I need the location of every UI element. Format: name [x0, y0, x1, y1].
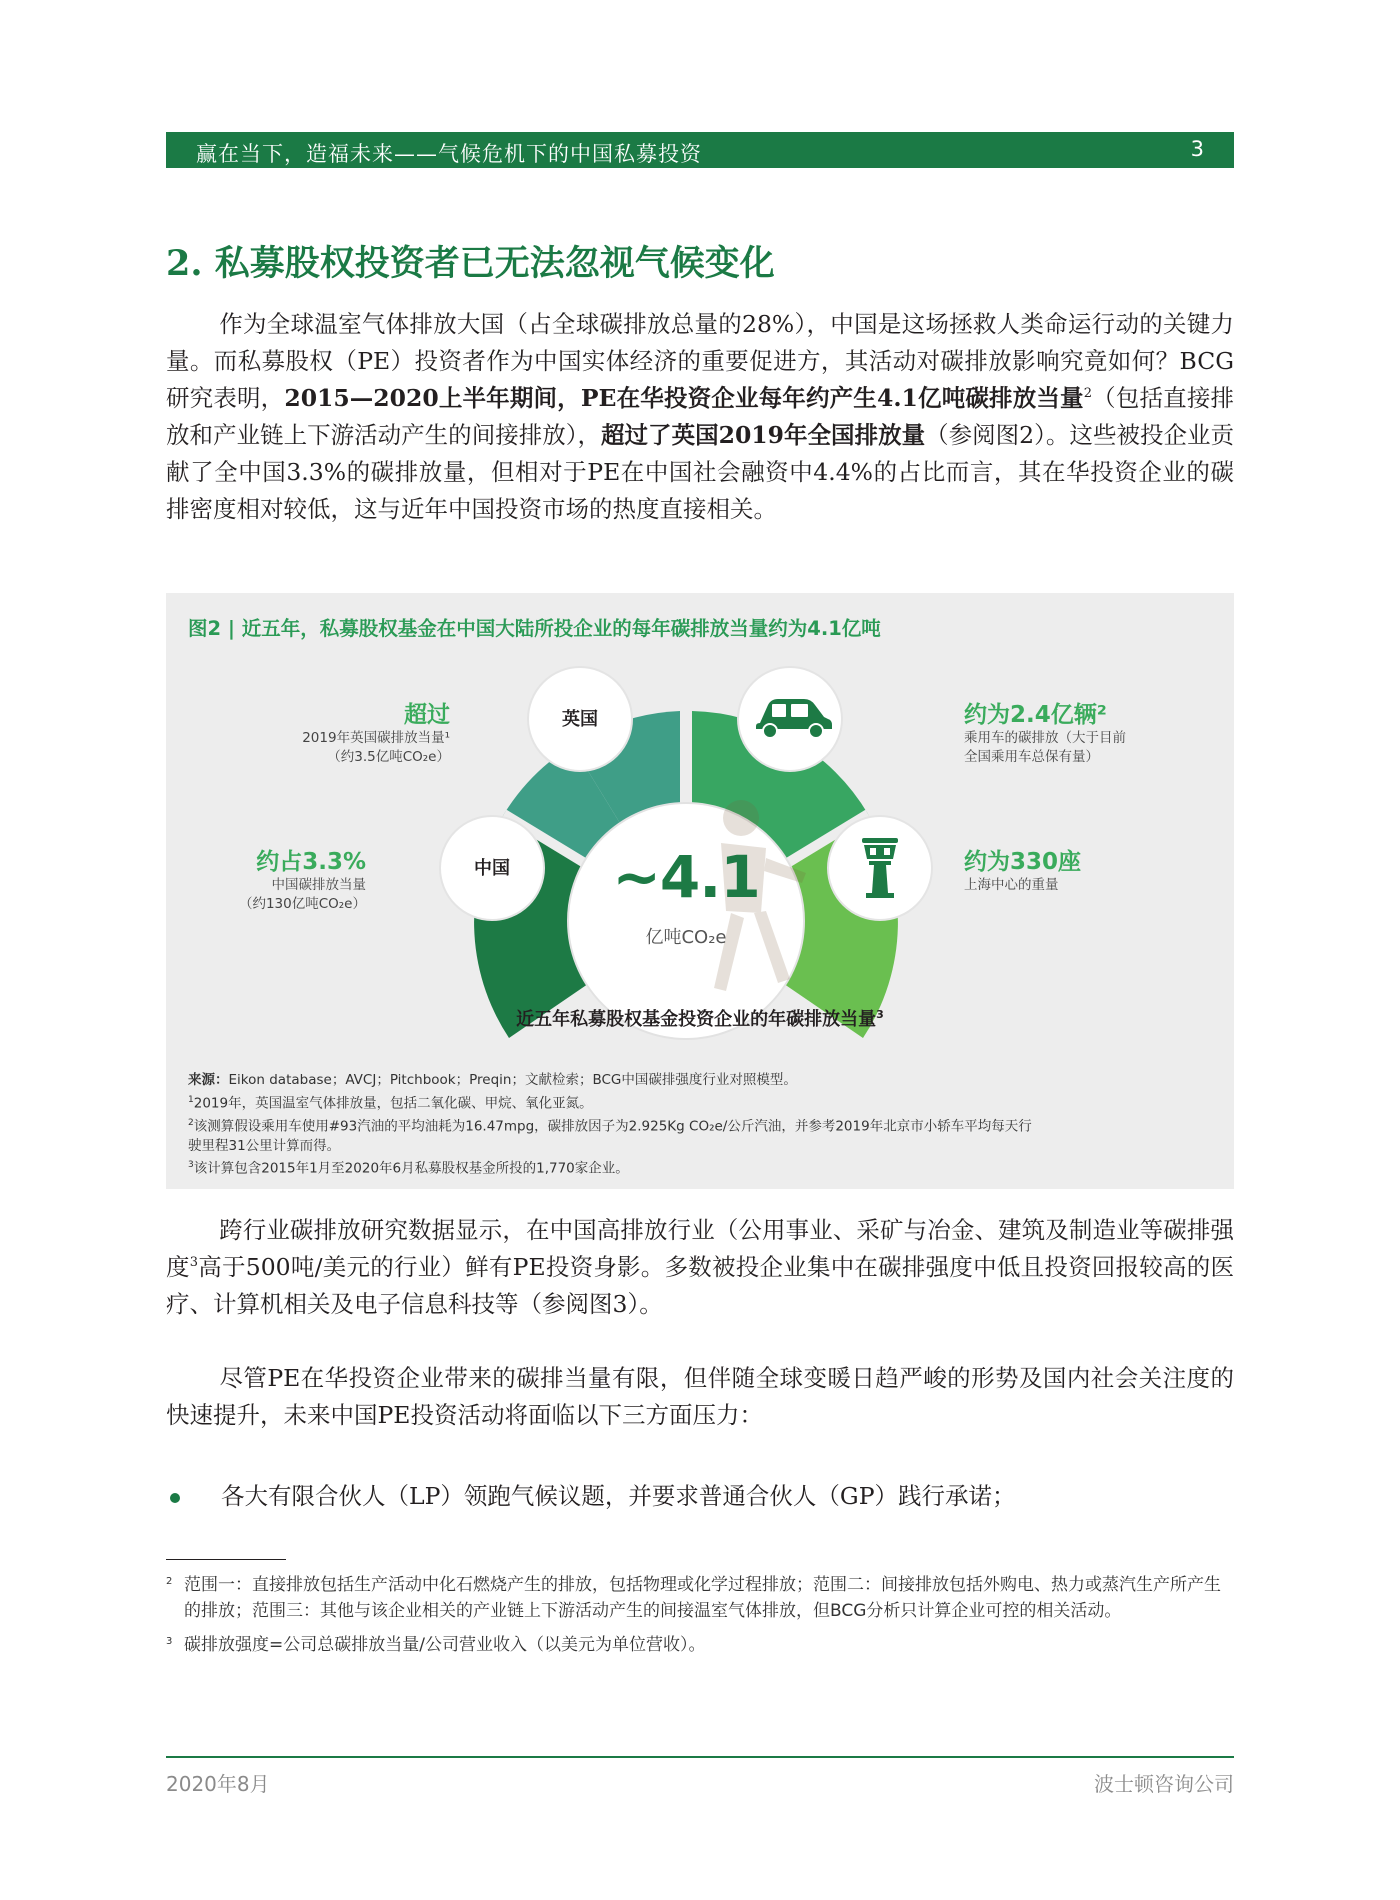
footer-company: 波士顿咨询公司: [1094, 1772, 1234, 1796]
tower-label-big: 约为330座: [964, 849, 1082, 875]
para1-bold-2: 超过了英国2019年全国排放量: [601, 421, 926, 449]
footnote-3-num: 3: [166, 1636, 173, 1647]
figure-title: 图2 | 近五年，私募股权基金在中国大陆所投企业的每年碳排放当量约为4.1亿吨: [188, 617, 881, 640]
footer-rule: [166, 1756, 1234, 1758]
para1-text-2: （包括直接排放和产业链上下游活动产生的间接排放），: [166, 384, 1235, 449]
cars-label-line1: 乘用车的碳排放（大于目前: [964, 730, 1126, 746]
footnote-2-num: 2: [166, 1576, 173, 1587]
footnote-2-text: 范围一：直接排放包括生产活动中化石燃烧产生的排放，包括物理或化学过程排放；范围二：间接排放包括外购电、热力或蒸汽生产所产生的排放；范围三：其他与该企业相关的产业链上下游活动产生的间接温室气体排放，但BCG分析只计算企业可控的相关活动。: [184, 1575, 1221, 1621]
note-2b: [188, 1137, 1218, 1157]
source-line: [188, 1071, 1218, 1091]
para1-footnote-ref: 2: [1083, 386, 1092, 402]
note-3-text: 该计算包含2015年1月至2020年6月私募股权基金所投的1,770家企业。: [193, 1160, 629, 1177]
note-1: [188, 1091, 1218, 1114]
source-text: Eikon database；AVCJ；Pitchbook；Preqin；文献检索；BCG中国碳排强度行业对照模型。: [228, 1072, 797, 1088]
para1-text-3: （参阅图2）。这些被投企业贡献了全中国3.3%的碳排放量，但相对于PE在中国社会融资中4.4%的占比而言，其在华投资企业的碳排密度相对较低，这与近年中国投资市场的热度直接相关。: [166, 421, 1235, 523]
para1-bold-1: 2015—2020上半年期间，PE在华投资企业每年约产生4.1亿吨碳排放当量: [284, 384, 1084, 412]
footnote-2: [166, 1572, 1234, 1624]
paragraph-intro: [166, 306, 1234, 528]
note-3-num: 3: [188, 1160, 194, 1170]
china-label-line2: （约130亿吨CO₂e）: [238, 896, 366, 912]
footnote-3: [166, 1632, 1234, 1658]
note-1-num: 1: [188, 1094, 194, 1105]
cars-label-line2: 全国乘用车总保有量）: [964, 749, 1099, 765]
note-2-num: 2: [188, 1117, 194, 1128]
figure-2: [166, 593, 1234, 1189]
note-2-text-a: 该测算假设乘用车使用#93汽油的平均油耗为16.47mpg，碳排放因子为2.925Kg CO₂e/公斤汽油，并参考2019年北京市小轿车平均每天行: [193, 1118, 1032, 1134]
china-label-big: 约占3.3%: [256, 849, 366, 875]
footnote-rule: [166, 1559, 286, 1560]
note-2: [188, 1114, 1218, 1137]
uk-label-line2: （约3.5亿吨CO₂e）: [327, 749, 450, 765]
footer-date: 2020年8月: [166, 1772, 270, 1796]
uk-circle-label: 英国: [562, 709, 598, 730]
center-unit: 亿吨CO₂e: [645, 927, 727, 948]
footnote-3-text: 碳排放强度=公司总碳排放当量/公司营业收入（以美元为单位营收）。: [184, 1635, 706, 1655]
paragraph-pressures: [166, 1360, 1234, 1434]
figure-caption: [166, 1005, 1234, 1031]
china-circle-label: 中国: [474, 858, 510, 879]
bullet-text: 各大有限合伙人（LP）领跑气候议题，并要求普通合伙人（GP）践行承诺；: [221, 1482, 1016, 1510]
header-title: 赢在当下，造福未来——气候危机下的中国私募投资: [196, 142, 702, 166]
center-value: ~4.1: [612, 843, 760, 911]
para2-text-2: 高于500吨/美元的行业）鲜有PE投资身影。多数被投企业集中在碳排强度中低且投资回报较高的医疗、计算机相关及电子信息科技等（参阅图3）。: [166, 1253, 1234, 1318]
para2-text-1: 跨行业碳排放研究数据显示，在中国高排放行业（公用事业、采矿与冶金、建筑及制造业等碳排强度: [166, 1216, 1234, 1281]
tower-label-line1: 上海中心的重量: [964, 877, 1059, 893]
figure-notes: [188, 1071, 1218, 1179]
china-label-line1: 中国碳排放当量: [271, 877, 366, 893]
figure-caption-sup: 3: [876, 1008, 884, 1021]
paragraph-industries: [166, 1212, 1234, 1323]
figure-caption-text: 近五年私募股权基金投资企业的年碳排放当量: [516, 1009, 877, 1030]
note-1-text: 2019年，英国温室气体排放量，包括二氧化碳、甲烷、氧化亚氮。: [193, 1095, 593, 1111]
note-2-text-b: 驶里程31公里计算而得。: [188, 1137, 341, 1154]
uk-label-line1: 2019年英国碳排放当量¹: [302, 730, 450, 746]
bullet-dot: [170, 1493, 180, 1503]
header-bar: [166, 132, 1234, 168]
note-3: [188, 1156, 1218, 1179]
source-label: 来源：: [188, 1072, 229, 1088]
section-title: 2. 私募股权投资者已无法忽视气候变化: [166, 243, 775, 284]
para3-text-1: 尽管PE在华投资企业带来的碳排当量有限，但伴随全球变暖日趋严峻的形势及国内社会关注度的快速提升，未来中国PE投资活动将面临以下三方面压力：: [166, 1364, 1234, 1429]
para1-text-1: 作为全球温室气体排放大国（占全球碳排放总量的28%），中国是这场拯救人类命运行动的关键力量。而私募股权（PE）投资者作为中国实体经济的重要促进方，其活动对碳排放影响究竟如何？BCG研究表明，: [166, 310, 1234, 412]
cars-label-big: 约为2.4亿辆²: [964, 702, 1107, 728]
footnotes: [166, 1572, 1234, 1666]
uk-label-big: 超过: [404, 702, 450, 728]
page-number: 3: [1190, 137, 1204, 161]
para2-footnote-ref: 3: [189, 1255, 199, 1271]
